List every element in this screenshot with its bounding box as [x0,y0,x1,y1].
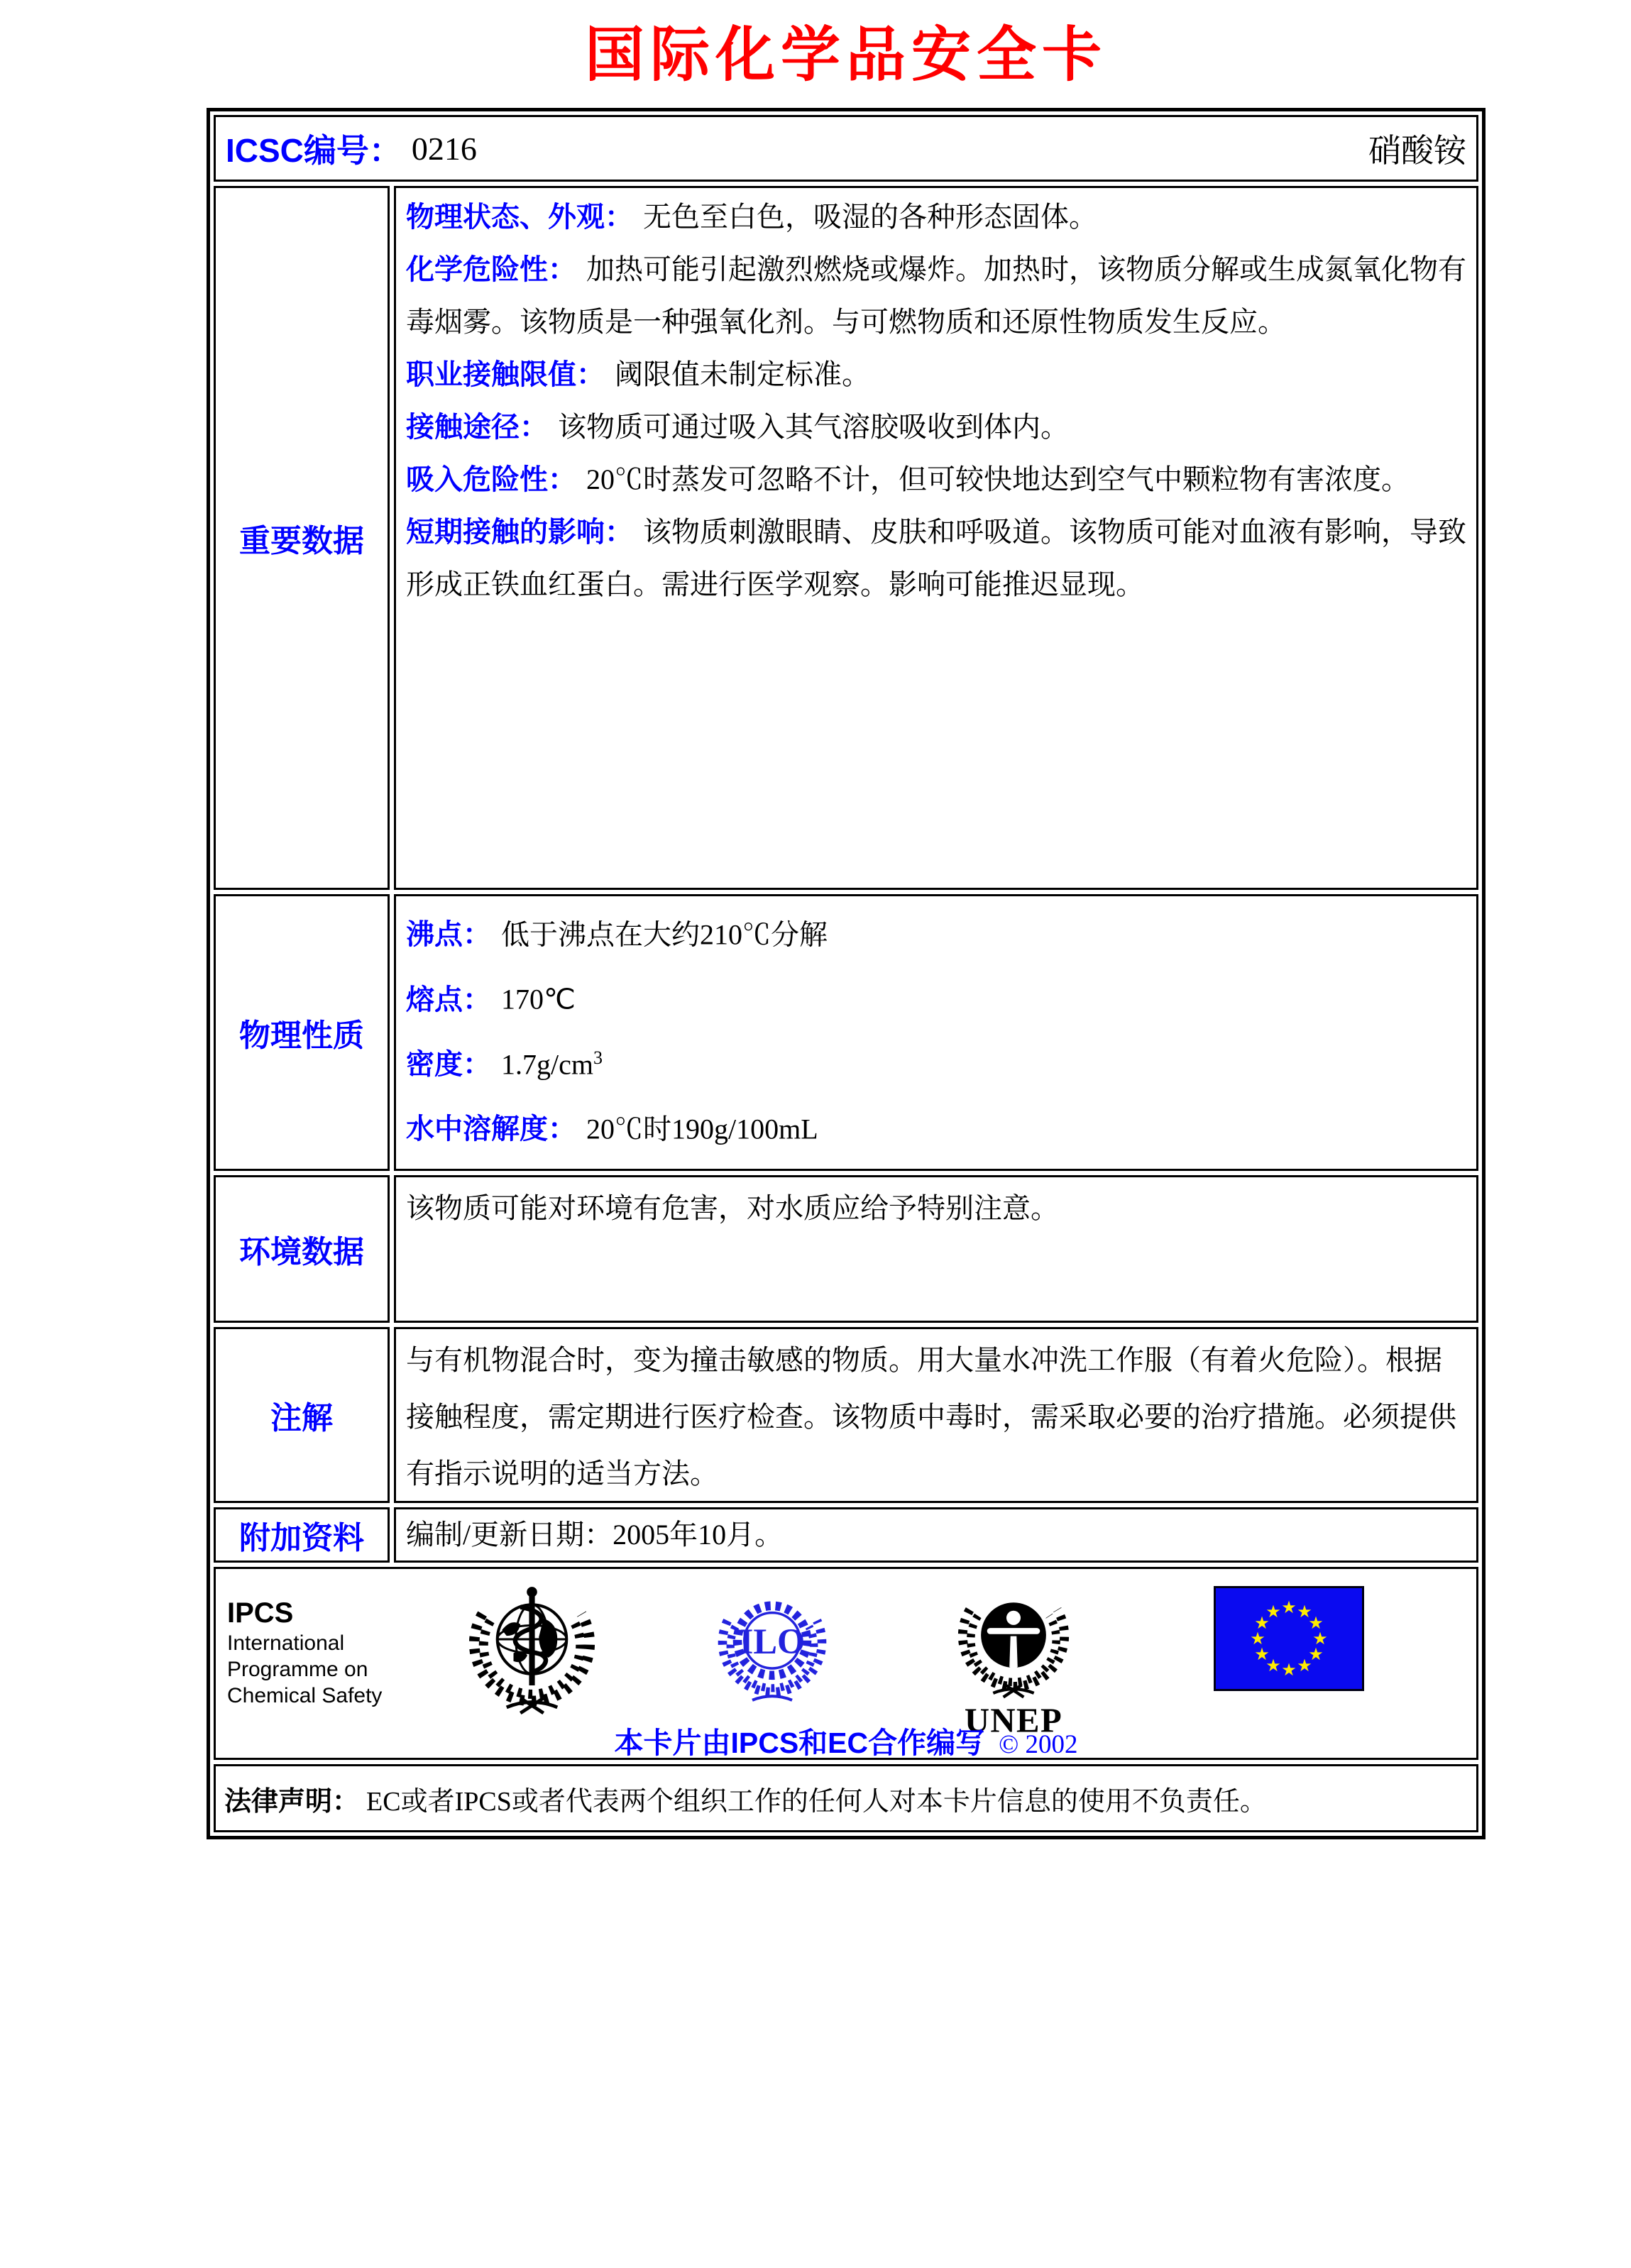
physical-property-item: 水中溶解度： 20℃时190g/100mL [406,1113,818,1145]
physical-property-item: 熔点： 170℃ [406,983,576,1015]
section-label-environmental-data: 环境数据 [239,1235,364,1270]
environmental-data-label-cell [214,1175,390,1323]
important-data-item: 短期接触的影响： 该物质刺激眼睛、皮肤和呼吸道。该物质可能对血液有影响，导致形成正铁血红蛋白。需进行医学观察。影响可能推迟显现。 [406,516,1466,600]
page-title: 国际化学品安全卡 [584,23,1107,89]
svg-text:★: ★ [1254,1644,1270,1664]
important-data-item: 物理状态、外观： 无色至白色，吸湿的各种形态固体。 [406,201,1097,233]
svg-text:★: ★ [1312,1629,1328,1648]
important-data-item: 接触途径： 该物质可通过吸入其气溶胶吸收到体内。 [406,411,1069,443]
svg-text:★: ★ [1265,1656,1281,1675]
physical-property-item: 密度： $1.7g/cm^3$ [406,1047,603,1080]
additional-info-label-cell [214,1507,390,1563]
credit-text: 本卡片由IPCS和EC合作编写 [614,1727,985,1759]
important-data-row [214,186,1478,890]
important-data-item: 职业接触限值： 阈限值未制定标准。 [406,358,870,390]
header-row [214,115,1478,182]
svg-text:★: ★ [1297,1602,1312,1622]
ipcs-text-block [227,1596,382,1709]
svg-text:★: ★ [1281,1597,1297,1617]
legal-cell [214,1764,1478,1832]
svg-text:UNEP: UNEP [964,1701,1063,1740]
svg-text:★: ★ [1265,1602,1281,1622]
important-data-content [394,186,1478,890]
notes-content: 与有机物混合时，变为撞击敏感的物质。用大量水冲洗工作服（有着火危险）。根据接触程度，需定期进行医疗检查。该物质中毒时，需采取必要的治疗措施。必须提供有指示说明的适当方法。 [394,1327,1478,1503]
icsc-number-value: 0216 [411,130,477,167]
important-data-item: 吸入危险性： 20℃时蒸发可忽略不计，但可较快地达到空气中颗粒物有害浓度。 [406,463,1410,495]
notes-row [214,1327,1478,1503]
legal-row [214,1764,1478,1832]
environmental-data-content: 该物质可能对环境有危害，对水质应给予特别注意。 [394,1175,1478,1323]
ipcs-title: IPCS [227,1597,294,1629]
svg-text:★: ★ [1297,1656,1312,1675]
legal-label: 法律声明： [224,1786,360,1817]
svg-text:★: ★ [1308,1613,1324,1633]
additional-info-row [214,1507,1478,1563]
icsc-card [207,108,1486,1839]
additional-info-content: 编制/更新日期：2005年10月。 [394,1507,1478,1563]
physical-properties-content [394,894,1478,1171]
notes-label-cell [214,1327,390,1503]
ipcs-subtitle-line: Chemical Safety [227,1684,383,1707]
ipcs-subtitle-line: Programme on [227,1658,368,1681]
legal-text: EC或者IPCS或者代表两个组织工作的任何人对本卡片信息的使用不负责任。 [366,1786,1267,1817]
who-logo-icon [463,1578,601,1719]
ipcs-subtitle-line: International [227,1631,345,1655]
header-cell [214,115,1478,182]
svg-text:★: ★ [1308,1644,1324,1664]
physical-property-item: 沸点： 低于沸点在大约210℃分解 [406,918,828,951]
physical-properties-label-cell [214,894,390,1171]
important-data-item: 化学危险性： 加热可能引起激烈燃烧或爆炸。加热时，该物质分解或生成氮氧化物有毒烟雾。该物质是一种强氧化剂。与可燃物质和还原性物质发生反应。 [406,253,1466,338]
chemical-name: 硝酸铵 [1368,133,1466,169]
svg-text:★: ★ [1281,1660,1297,1680]
environmental-data-row [214,1175,1478,1323]
section-label-notes: 注解 [270,1401,333,1436]
footer-cell [214,1567,1478,1760]
credit-copyright: © 2002 [999,1730,1078,1759]
section-label-physical-properties: 物理性质 [239,1018,364,1053]
ilo-logo-icon [713,1587,832,1710]
important-data-label-cell [214,186,390,890]
section-label-important-data: 重要数据 [239,524,364,558]
section-label-additional-info: 附加资料 [239,1521,364,1556]
svg-text:★: ★ [1250,1629,1265,1648]
icsc-number-label: ICSC编号： [226,132,402,169]
physical-properties-row [214,894,1478,1171]
svg-text:★: ★ [1254,1613,1270,1633]
eu-flag-icon [1214,1586,1364,1691]
unep-logo-icon [952,1579,1075,1742]
footer-row [214,1567,1478,1760]
credit-line [216,1719,1476,1761]
svg-text:ILO: ILO [739,1622,806,1661]
